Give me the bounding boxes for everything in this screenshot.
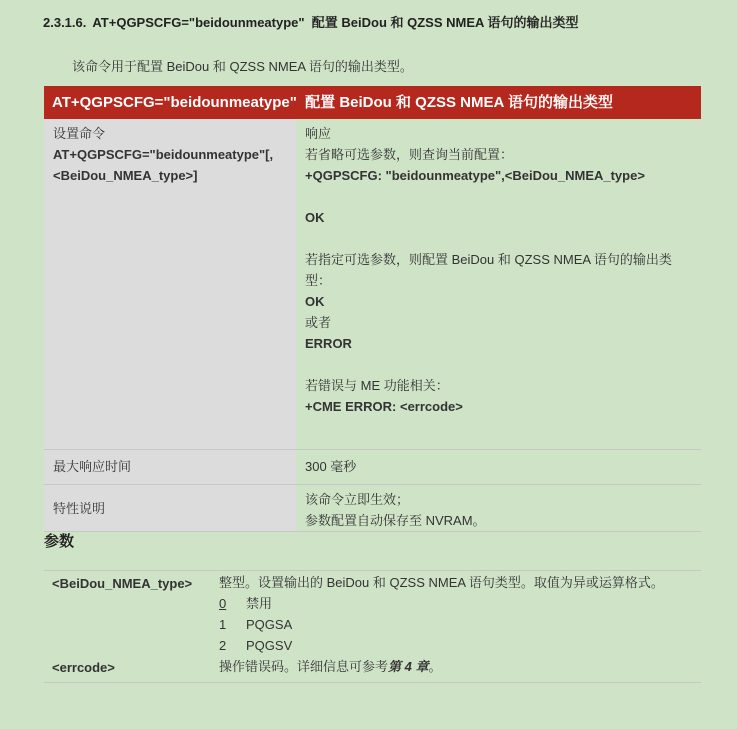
- response-cell: [296, 119, 701, 449]
- param-option: [219, 593, 693, 614]
- response-label: 响应: [305, 126, 332, 141]
- response-me-text: 若错误与 ME 功能相关：: [305, 378, 449, 393]
- response-or-text: 或者: [305, 315, 332, 330]
- option-label: PQGSA: [246, 617, 293, 632]
- max-response-time-label: 最大响应时间: [44, 450, 296, 484]
- response-query-result: +QGPSCFG: "beidounmeatype",<BeiDou_NMEA_type>: [305, 168, 645, 183]
- feature-label: [44, 485, 296, 531]
- feature-line-2: 参数配置自动保存至 NVRAM。: [305, 513, 486, 528]
- params-title: 参数: [44, 533, 75, 550]
- set-command-cell: [44, 119, 296, 449]
- set-command-row: [44, 119, 701, 450]
- response-ok-1: OK: [305, 210, 325, 225]
- response-ok-2: OK: [305, 294, 325, 309]
- param-desc: [219, 656, 701, 678]
- command-table: [44, 86, 701, 532]
- option-label: 禁用: [246, 596, 273, 611]
- max-response-time-value: 300 毫秒: [296, 450, 701, 484]
- set-command-syntax-line2: <BeiDou_NMEA_type>]: [53, 168, 198, 183]
- response-cme-error: +CME ERROR: <errcode>: [305, 399, 463, 414]
- param-name: <errcode>: [52, 660, 115, 675]
- response-omit-text: 若省略可选参数，则查询当前配置：: [305, 147, 514, 162]
- param-option: [219, 614, 693, 635]
- param-desc-text: 操作错误码。详细信息可参考: [219, 659, 389, 674]
- response-specify-text: 若指定可选参数，则配置 BeiDou 和 QZSS NMEA 语句的输出类型：: [305, 252, 672, 288]
- param-row-errcode: [44, 656, 701, 678]
- feature-label-text: 特性说明: [53, 500, 106, 516]
- params-table: [44, 570, 701, 683]
- max-response-time-row: [44, 450, 701, 485]
- option-value: 1: [219, 617, 227, 632]
- section-title: [43, 12, 579, 31]
- param-row-beidou-nmea-type: [44, 572, 701, 656]
- param-name: <BeiDou_NMEA_type>: [52, 576, 193, 591]
- command-table-header: AT+QGPSCFG="beidounmeatype" 配置 BeiDou 和 QZSS NMEA 语句的输出类型: [44, 86, 701, 119]
- chapter-reference-link[interactable]: 第 4 章: [388, 659, 429, 674]
- section-title-text: AT+QGPSCFG="beidounmeatype" 配置 BeiDou 和 QZSS NMEA 语句的输出类型: [92, 15, 579, 30]
- feature-row: [44, 485, 701, 532]
- param-desc-text: 整型。设置输出的 BeiDou 和 QZSS NMEA 语句类型。取值为异或运算格式。: [219, 575, 664, 590]
- param-desc-end: 。: [428, 659, 442, 674]
- set-command-label: 设置命令: [53, 126, 106, 141]
- option-label: PQGSV: [246, 638, 293, 653]
- feature-line-1: 该命令立即生效；: [305, 492, 410, 507]
- set-command-syntax-line1: AT+QGPSCFG="beidounmeatype"[,: [53, 147, 274, 162]
- option-value: 2: [219, 638, 227, 653]
- feature-value: [296, 485, 701, 531]
- section-number: 2.3.1.6.: [43, 15, 87, 30]
- response-error: ERROR: [305, 336, 352, 351]
- intro-text: 该命令用于配置 BeiDou 和 QZSS NMEA 语句的输出类型。: [72, 59, 413, 74]
- option-value: 0: [219, 596, 227, 611]
- param-option: [219, 635, 693, 656]
- param-desc: [219, 572, 701, 656]
